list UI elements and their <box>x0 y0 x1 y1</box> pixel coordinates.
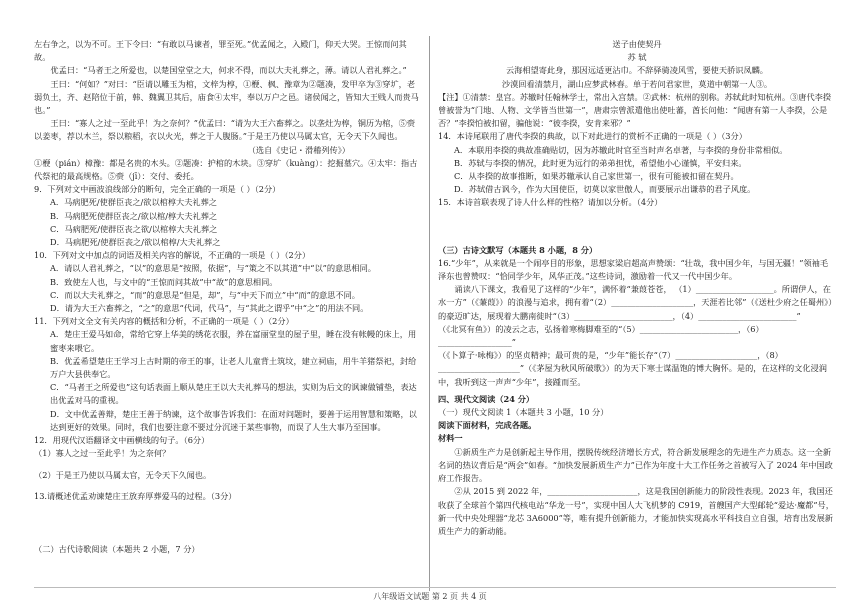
question-11-stem: 11．下列对文全文有关内容的概括和分析，不正确的一项是（ ）（2分） <box>34 316 294 327</box>
passage-paragraph: 王曰：“寡人之过一至此乎！为之奈何？”优孟曰：“请为大王六畜葬之。以垄灶为椁，铜历为棺，⑤赍以姜枣，荐以木兰，祭以粮稻，衣以火光，葬之于人腹肠。”于是王乃使以马属太官，无令天下久闻也。 <box>34 118 416 142</box>
question-11-option: B．优孟希望楚庄王学习上古时期的帝王的事，让老人儿童背土筑坟，建立祠庙，用牛羊猪祭祀，封给万户大县供奉它。 <box>50 355 417 380</box>
answer-space <box>438 210 836 244</box>
reading-instruction: 阅读下面材料，完成各题。 <box>438 420 537 431</box>
question-10-option: B．致使左人也，与文中的“王惊而问其故”中“故”的意思相同。 <box>50 276 278 287</box>
passage-notes: ①楩（pián）樟豫：都是名贵的木头。②题凑：护棺的木块。③穿圹（kuàng）：挖掘墓穴。④太牢：指古代祭祀的最高规格。⑤赍（jī）：交付、委托。 <box>34 157 418 182</box>
passage-paragraph: 左右争之，以为不可。王下令曰：“有敢以马谏者，罪至死。”优孟闻之，入殿门，仰天大哭。王惊而问其故。 <box>34 39 407 63</box>
poem-line: 沙漠回看清禁月，湖山应梦武林春。单于若问君家世，莫道中朝第一人③。 <box>501 78 773 89</box>
answer-space <box>34 503 420 543</box>
left-column <box>34 38 420 556</box>
poem-author: 苏 轼 <box>627 52 647 63</box>
question-11-option: D．文中优孟善辩，楚庄王善于纳谏，这个故事告诉我们：在面对问题时，要善于运用智慧和策略，以达到更好的效果。同时，我们也要注意不要过分沉迷于某些事物，而误了人生大事乃至国事。 <box>50 408 417 432</box>
question-10-option: D．请为大王六畜葬之，“之”的意思“代词，代马”，与“其此之谓乎”中“之”的用法不同。 <box>50 303 369 314</box>
question-16-text: 16.“少年”，从来就是一个闹亭目的形象，思想家梁启超高声赞颂：“壮哉，我中国少年，与国无疆！”领袖毛泽东也曾赞叹：“恰同学少年，风华正茂。”这些诗词，激励着一代又一代中国少年。 <box>438 257 829 282</box>
question-16-text: 诵读八下课文，我看见了这样的“少年”，满怀着“兼葭苍苍， （1）___________________。所谓伊人，在水一方”（《蒹葭》）的浪漫与追求，拥有着“（2）____________________，天涯若比邻”（《送杜少府之任蜀州》）的豪迈旷达，展现着大鹏南徙时“（3）________________________，（4）________________________” <box>438 284 833 321</box>
material-paragraph: ②从 2015 到 2022 年，______________________，这是我国创新能力的阶段性表现。2023 年，我国还收获了全球首个第四代核电站“华龙一号”，实现中国人大飞机梦的 C919，首艘国产大型邮轮“爱达·魔都”号，新一代中央处理器“龙芯 3A6000”等，唯有提升创新能力，才能加快实现高水平科技自立自强，培育出发展新质生产力的新动能。 <box>438 486 834 536</box>
question-9-option: D．马病肥死/使群臣丧之/欲以棺椁/大夫礼葬之 <box>50 237 221 248</box>
poem-title: 送子由使契丹 <box>612 39 662 49</box>
question-14-option: B．苏轼与李揆的情况，此时更为远行的弟弟担忧，希望他小心谨慎，平安归来。 <box>454 157 747 168</box>
column-divider <box>429 36 430 591</box>
question-10-option: C．而以大夫礼葬之，“而”的意思是“但是，却”，与“中天下而立”中“而”的意思不同。 <box>50 289 360 300</box>
section-3-title: （三）古诗文默写（本题共 8 小题，8 分） <box>438 244 598 255</box>
question-10-option: A．请以人君礼葬之，“以”的意思是“按照，依据”，与“策之不以其道”中“以”的意思相同。 <box>50 263 376 274</box>
question-14-option: C．从李揆的故事推断，如果苏辙承认自己家世第一，很有可能被扣留在契丹。 <box>454 171 739 182</box>
passage-paragraph: 王曰：“何如？”对曰：“臣请以雕玉为棺，文梓为椁，①楩、枫、豫章为②题凑，发甲卒为③穿圹，老弱负土，齐、赵陪位于前，韩、魏翼卫其后，庙食④太牢，奉以万户之邑。诸侯闻之，皆知大王贱人而贵马也。” <box>34 78 419 116</box>
question-9-option: C．马病肥死/使群臣丧之欲/以棺椁大夫礼葬之 <box>50 223 218 234</box>
subsection-title: （一）现代文阅读 1（本题共 3 小题，10 分） <box>438 407 609 418</box>
poem-notes: 【注】①清禁：皇宫。苏辙时任翰林学士，常出入宫禁。②武林：杭州的别称。苏轼此时知杭州。③唐代李揆曾被誉为“门地、人物、文学皆当世第一”，唐肃宗曾派遣他出使吐蕃，酋长问他：“闻唐有第一人李揆，公是否？”李揆怕被扣留，骗他说：“彼李揆，安肯来邪？” <box>438 91 832 129</box>
question-16-text: ____________________”（《茅屋为秋风所破歌》）的为天下寒士谋温饱的博大胸怀。是的，在这样的文化浸润中，我听到这一声声“少年”，接踵而至。 <box>438 363 827 387</box>
section-2-title: （二）古代诗歌阅读（本题共 2 小题，7 分） <box>34 543 200 554</box>
question-11-option: A．楚庄王爱马如命，常给它穿上华美的绣花衣服，养在富丽堂皇的屋子里，睡在没有帐幔的床上，用蜜枣来喂它。 <box>50 329 417 353</box>
question-15-stem: 15．本诗首联表现了诗人什么样的性格？请加以分析。（4分） <box>438 197 663 208</box>
question-12-sentence-1: （1）寡人之过一至此乎！为之奈何？ <box>34 448 171 459</box>
footer-rule <box>34 587 836 588</box>
right-column <box>438 38 836 538</box>
question-12-sentence-2: （2）于是王乃使以马属太官，无令天下久闻也。 <box>34 469 212 480</box>
question-10-stem: 10．下列对文中加点的词语及相关内容的解说，不正确的一项是（ ）（2分） <box>34 250 311 261</box>
question-9-option: B．马病肥死使群臣丧之/欲以棺/椁大夫礼葬之 <box>50 210 218 221</box>
question-12-stem: 12．用现代汉语翻译文中画横线的句子。（6分） <box>34 435 210 446</box>
question-16-text: （《北冥有鱼》）的凌云之志，弘扬着寒梅脚难至的“（5）________________________，（6）__________________” <box>438 323 764 348</box>
section-4-title: 四、现代文阅读（24 分） <box>438 393 535 404</box>
passage-source: （选自《史记・滑稽列传》） <box>247 144 350 155</box>
question-11-option: C．“马者王之所爱也”这句话表面上顺从楚庄王以大夫礼葬马的想法，实则为后文的讽谏做铺垫，表达出优孟对马的重视。 <box>50 382 417 406</box>
page-footer: 八年级语文试题 第 2 页 共 4 页 <box>373 592 487 601</box>
material-paragraph: ①新质生产力是创新起主导作用，摆脱传统经济增长方式，符合新发展理念的先进生产力质态。这一全新名词的热议背后是“两会”如春。“加快发展新质生产力”已作为年度十大工作任务之首被写入了 2024 年中国政府工作报告。 <box>438 446 833 484</box>
question-9-stem: 9．下列对文中画波浪线部分的断句，完全正确的一项是（ ）（2分） <box>34 184 281 195</box>
question-9-option: A．马病肥死/使群臣丧之/欲以棺椁大夫礼葬之 <box>50 197 217 208</box>
question-14-option: D．苏轼借古讽今，作为大国使臣，切莫以家世傲人，而要展示出谦恭的君子风度。 <box>454 184 756 195</box>
question-14-option: A．本联用李揆的典故准确贴切，因为苏辙此时官至当时声名卓著，与李揆的身份非常相似。 <box>454 144 788 155</box>
question-13-stem: 13.请概述优孟劝谏楚庄王放弃厚葬爱马的过程。（3分） <box>34 490 237 501</box>
material-label: 材料一 <box>438 433 463 444</box>
passage-paragraph: 优孟曰：“马者王之所爱也，以楚国堂堂之大，何求不得，而以大夫礼葬之，薄。请以人君礼葬之。” <box>50 65 407 76</box>
answer-space <box>34 461 420 469</box>
poem-line: 云海相望寄此身，那因远适更沾巾。不辞驿骑凌风雪，要使天骄识凤麟。 <box>505 65 768 76</box>
question-16-text: （《卜算子·咏梅》）的坚贞精神；最可贵的是，“少年”能长存“（7）____________________，（8） <box>438 350 783 361</box>
question-14-stem: 14．本诗尾联用了唐代李揆的典故，以下对此进行的赏析不正确的一项是（ ）（3分） <box>438 131 747 142</box>
answer-space <box>34 482 420 490</box>
